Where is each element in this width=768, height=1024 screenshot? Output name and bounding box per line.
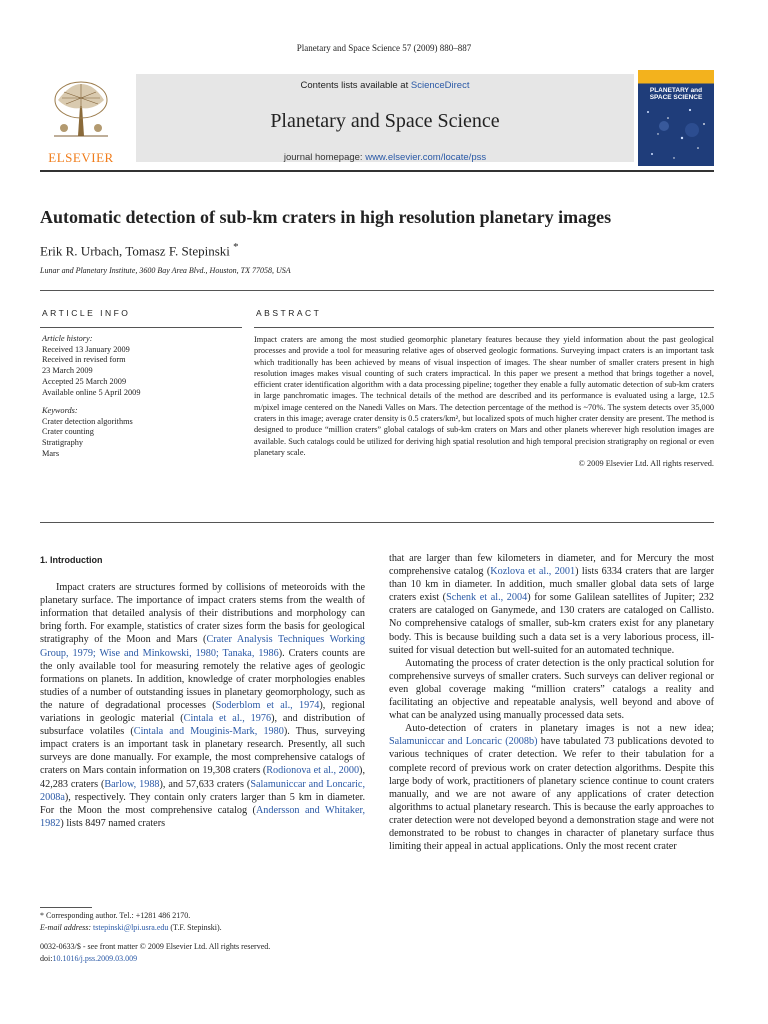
body-paragraph bbox=[389, 657, 714, 722]
cover-title bbox=[638, 87, 714, 101]
abstract-text: Impact craters are among the most studied geomorphic planetary features because they yield information about the past geological processes and provide a tool for measuring relative ages of observed geologic formations. Surveying impact craters is an important task which traditionally has been achieved by means of visual inspection of images. The shear number of smaller craters present in high resolution images makes visual counting of such craters impractical. In this paper we present a method that brings together a novel, efficient crater identification algorithm with a data processing pipeline; together they enable a fully automatic detection of sub-km craters in large panchromatic images. The technical details of the method are described and its performance is evaluated using a large, 12.5 m/pixel image centered on the Nanedi Valles on Mars. The detection percentage of the method is ~70%. The system detects over 35,000 craters in this image; average crater density is 0.5 craters/km², but localized spots of much higher crater density are present. The method is designed to produce “million craters” global catalogs of sub-km craters on Mars and other planets wherever high resolution images are available. Such catalogs could be utilized for deriving high spatial resolution and high temporal precision stratigraphy on regional or even planetary scale. bbox=[254, 335, 714, 457]
keyword: Stratigraphy bbox=[42, 438, 84, 448]
authors: Erik R. Urbach, Tomasz F. Stepinski bbox=[40, 243, 230, 259]
contents-prefix: Contents lists available at bbox=[300, 80, 411, 91]
issn-line: 0032-0633/$ - see front matter © 2009 Elsevier Ltd. All rights reserved. bbox=[40, 942, 271, 951]
paragraph-text: Auto-detection of craters in planetary images is not a new idea; bbox=[405, 723, 714, 735]
sciencedirect-link[interactable]: ScienceDirect bbox=[410, 80, 470, 91]
body-paragraph bbox=[389, 722, 714, 853]
footnote-rule bbox=[40, 907, 92, 908]
history-item: Received in revised form bbox=[42, 355, 126, 365]
footnote bbox=[40, 910, 222, 933]
email-label: E-mail address: bbox=[40, 922, 94, 932]
cover-starfield-icon bbox=[638, 104, 714, 166]
doi-link[interactable]: 10.1016/j.pss.2009.03.009 bbox=[52, 953, 138, 963]
homepage-line bbox=[136, 152, 634, 163]
contents-line bbox=[136, 80, 634, 91]
keyword: Crater detection algorithms bbox=[42, 416, 133, 426]
paragraph-text: ), and distribution of subsurface volatiles ( bbox=[40, 713, 365, 738]
history-label: Article history: bbox=[42, 334, 93, 343]
paragraph-text: that are larger than few kilometers in diameter, and for Mercury the most comprehensive catalog ( bbox=[389, 553, 714, 578]
paragraph-text: ), 42,283 craters ( bbox=[40, 765, 365, 790]
history-item: 23 March 2009 bbox=[42, 366, 93, 376]
abstract-heading: ABSTRACT bbox=[256, 308, 322, 318]
front-matter bbox=[40, 941, 270, 964]
paragraph-text: Automating the process of crater detection is the only practical solution for comprehensive surveys of smaller craters. Such surveys can deliver regional or even global coverage making “million craters” catalogs a reality and facilitating an objective and repeatable analysis, well beyond and above of what can be analyzed using manually processed data sets. bbox=[389, 657, 714, 722]
author-line bbox=[40, 241, 239, 259]
article-info-rule bbox=[40, 327, 242, 328]
history-item: Accepted 25 March 2009 bbox=[42, 376, 127, 386]
abstract-bottom-rule bbox=[40, 522, 714, 523]
history-item: Available online 5 April 2009 bbox=[42, 387, 141, 397]
paragraph-text: ). Thus, surveying impact craters is an important task in planetary research. Presently, all such surveys are done manually. For example, the most comprehensive catalogs of craters on Mars contain information on 19,308 craters ( bbox=[40, 726, 365, 777]
citation-link[interactable]: Barlow, 1988 bbox=[104, 778, 160, 790]
paragraph-text: ) lists 8497 named craters bbox=[60, 817, 166, 829]
corresponding-author-note: * Corresponding author. Tel.: +1281 486 2170. bbox=[40, 911, 191, 920]
citation-link[interactable]: Kozlova et al., 2001 bbox=[490, 566, 576, 578]
citation-link[interactable]: Crater Analysis Techniques Working Group, 1979; Wise and Minkowski, 1980; Tanaka, 1986 bbox=[40, 634, 365, 659]
citation-link[interactable]: Salamuniccar and Loncaric, 2008a bbox=[40, 778, 366, 803]
email-link[interactable]: tstepinski@lpi.usra.edu bbox=[93, 922, 169, 932]
elsevier-logo[interactable] bbox=[40, 74, 122, 165]
paragraph-text: ). Craters counts are the only available tool for measuring remotely the relative ages of geologic formations on planets. In addition, knowledge of crater morphologies enables studies of a number of outstanding issues in planetary geomorphology, such as the nature of degradational processes ( bbox=[40, 647, 365, 711]
paragraph-text: ), and 57,633 craters ( bbox=[159, 778, 251, 790]
keyword: Mars bbox=[42, 448, 60, 458]
affiliation: Lunar and Planetary Institute, 3600 Bay Area Blvd., Houston, TX 77058, USA bbox=[40, 266, 291, 275]
paragraph-text: ), respectively. They contain only craters larger than 5 km in diameter. For the Moon the most comprehensive catalog ( bbox=[40, 791, 365, 816]
citation-link[interactable]: Salamuniccar and Loncaric (2008b) bbox=[389, 736, 538, 748]
keyword: Crater counting bbox=[42, 427, 94, 437]
paragraph-text: have tabulated 73 publications devoted to various techniques of crater detection. We refer to their tabulation for a complete record of previous work on crater detection algorithms. Despite this large body of work, practitioners of planetary science continue to count craters manually, and we are not aware of any applications of crater detection algorithms to actual planetary research. This is because the early approaches to crater detection were not developed beyond a demonstration stage and were not demonstrated to be robust to changes in character of planetary surface thus limiting their appeal in actual applications. Only the most recent crater bbox=[389, 736, 714, 853]
body-column-left bbox=[40, 552, 365, 830]
journal-masthead bbox=[40, 70, 714, 166]
cover-title-line2: SPACE SCIENCE bbox=[649, 94, 703, 101]
abstract-body bbox=[254, 334, 714, 470]
elsevier-wordmark: ELSEVIER bbox=[48, 150, 114, 165]
paragraph-text: ) lists 6334 craters that are larger than 10 km in diameter. In addition, much smaller global data sets of large craters exist ( bbox=[389, 566, 714, 604]
paragraph-text: Impact craters are structures formed by collisions of meteoroids with the planetary surface. The importance of impact craters stems from the wealth of information that detailed analysis of their distributions and morphology can bring forth. For example, statistics of crater sizes form the basis for geological stratigraphy of the Moon and Mars ( bbox=[40, 582, 365, 646]
paragraph-text: ) for some Galilean satellites of Jupiter; 232 craters are cataloged on Ganymede, and 130 craters are cataloged on Callisto. No comprehensive catalogs of smaller, sub-km craters exist for any planetary body. This is because building such a data set is a very laborious process, ill-suited for visual detection but well-suited for an automated technique. bbox=[389, 592, 714, 656]
homepage-link[interactable]: www.elsevier.com/locate/pss bbox=[365, 152, 487, 163]
keywords bbox=[42, 406, 133, 460]
citation-link[interactable]: Cintala and Mouginis-Mark, 1980 bbox=[133, 726, 284, 738]
email-line bbox=[40, 922, 222, 934]
citation-link[interactable]: Rodionova et al., 2000 bbox=[266, 765, 360, 777]
abstract-rule bbox=[254, 327, 714, 328]
journal-cover-image[interactable] bbox=[638, 70, 714, 166]
citation-link[interactable]: Soderblom et al., 1974 bbox=[215, 699, 320, 711]
article-history bbox=[42, 334, 140, 398]
paragraph-text: ), regional variations in geologic material ( bbox=[40, 699, 365, 725]
abstract-copyright: © 2009 Elsevier Ltd. All rights reserved. bbox=[578, 459, 714, 469]
article-title: Automatic detection of sub-km craters in high resolution planetary images bbox=[40, 207, 612, 227]
article-info-heading: ARTICLE INFO bbox=[42, 308, 131, 318]
elsevier-tree-icon bbox=[50, 78, 112, 138]
body-paragraph bbox=[40, 581, 365, 830]
doi-line bbox=[40, 953, 270, 965]
section-heading-introduction: 1. Introduction bbox=[40, 555, 103, 565]
homepage-prefix: journal homepage: bbox=[283, 152, 366, 163]
keywords-label: Keywords: bbox=[42, 406, 78, 415]
citation-link[interactable]: Cintala et al., 1976 bbox=[183, 713, 272, 725]
body-paragraph bbox=[389, 552, 714, 657]
right-column-paragraphs bbox=[389, 552, 714, 853]
header-rule bbox=[40, 290, 714, 291]
masthead-rule bbox=[40, 170, 714, 172]
body-column-right bbox=[389, 552, 714, 853]
masthead-box bbox=[136, 74, 634, 162]
history-item: Received 13 January 2009 bbox=[42, 344, 130, 354]
journal-title: Planetary and Space Science bbox=[270, 110, 500, 132]
citation-link[interactable]: Schenk et al., 2004 bbox=[446, 592, 528, 604]
running-head: Planetary and Space Science 57 (2009) 880–887 bbox=[296, 43, 472, 53]
citation-link[interactable]: Andersson and Whitaker, 1982 bbox=[40, 804, 366, 829]
email-suffix: (T.F. Stepinski). bbox=[168, 922, 222, 932]
doi-prefix: doi: bbox=[40, 953, 53, 963]
cover-title-line1: PLANETARY and bbox=[649, 87, 703, 94]
corresponding-author-mark[interactable]: * bbox=[233, 241, 239, 253]
left-column-paragraphs bbox=[40, 581, 365, 830]
